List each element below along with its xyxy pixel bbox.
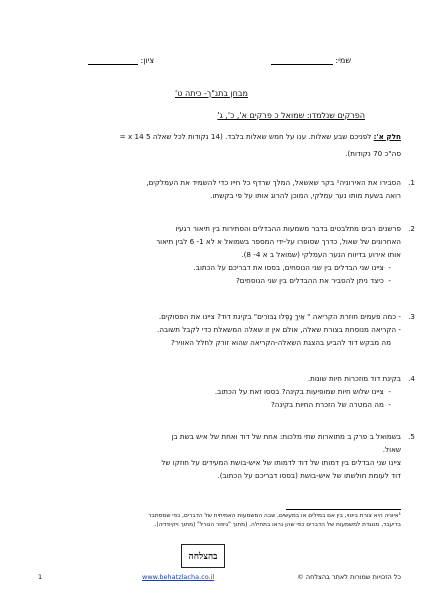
name-label: שמי: bbox=[335, 56, 351, 65]
sub-question-text: כיצד ניתן להסביר את ההבדלים בין שני הנוסחים? bbox=[235, 276, 384, 285]
section-instructions bbox=[120, 132, 401, 142]
question-4 bbox=[31, 372, 415, 411]
question-line: רואה בשעת מותו נער עמלקי, המוכן להרוג אותו על פי בקשתו. bbox=[210, 191, 401, 200]
sub-question-text: מה המטרה של הזכרת החיות בקינה? bbox=[270, 400, 384, 409]
question-5 bbox=[31, 430, 415, 482]
question-line: פרשנים רבים מתלבטים בדבר משמעות ההבדלים והסתירות בין תיאור רגעיו bbox=[175, 224, 401, 233]
behatzlacha-logo bbox=[181, 544, 225, 568]
question-line: אותו אירוע בדיווח הנער העמלקי (שמואל ב א 4- 8). bbox=[241, 250, 401, 259]
footnote-line-1: ¹איוניה היא צורת ביטוי, בין אם במילים או במעשים, שבה המשמעות האמיתית של הדברים, כפי שמסתבר bbox=[148, 513, 401, 519]
section-text-2: סה"כ 70 נקודות). bbox=[345, 149, 401, 158]
question-line: שאול. bbox=[382, 445, 401, 454]
question-number: 2. bbox=[408, 224, 415, 233]
sub-question-text: ציינו שני הבדלים בין שני הנוסחים, בססו את דבריכם על הכתוב. bbox=[193, 263, 384, 272]
question-line: האחרונים של שאול, כדרך שסופרו על-ידי המספר בשמואל א לא 1- 6 לבין תיאור bbox=[156, 237, 401, 246]
name-blank[interactable] bbox=[271, 57, 333, 65]
website-link[interactable]: www.behatzlacha.co.il bbox=[142, 573, 215, 581]
sub-question: - מה המטרה של הזכרת החיות בקינה? bbox=[270, 400, 391, 409]
question-2 bbox=[31, 222, 415, 287]
grade-blank[interactable] bbox=[88, 57, 138, 65]
section-text: לפניכם שבע שאלות. ענו על חמש שאלות בלבד. (14 נקודות לכל שאלה 5 x 14 = bbox=[119, 132, 374, 141]
exam-title: מבחן בתנ"ך- כיתה ט' bbox=[175, 89, 248, 98]
question-line: דוד לעומת חולשתו של איש-בושת (בססו דבריכם על הכתוב). bbox=[217, 471, 401, 480]
footnote-line-2: בדיעבד, מנוגדת למשמעות של הדברים כפי שהן נראו בתחילה. (מתוך "גיפור הגורל" (מתוך ויקיפדיה). bbox=[154, 522, 401, 528]
question-line: בקינת דוד מוזכרות חיות שונות. bbox=[307, 374, 401, 383]
question-3 bbox=[31, 310, 415, 349]
sub-question-text: ציינו שלוש חיות שמופיעות בקינה? בססו זאת על הכתוב. bbox=[214, 387, 384, 396]
sub-question: - כיצד ניתן להסביר את ההבדלים בין שני הנוסחים? bbox=[235, 276, 391, 285]
sub-question: - ציינו שלוש חיות שמופיעות בקינה? בססו זאת על הכתוב. bbox=[214, 387, 391, 396]
question-number: 5. bbox=[408, 432, 415, 441]
logo-text: בהצלחה bbox=[188, 551, 218, 562]
question-1 bbox=[31, 176, 415, 202]
sub-question: - ציינו שני הבדלים בין שני הנוסחים, בססו את דבריכם על הכתוב. bbox=[193, 263, 391, 272]
question-number: 3. bbox=[408, 312, 415, 321]
copyright: כל הזכויות שמורות לאתר בהצלחה © bbox=[297, 573, 401, 581]
question-line: הסבירו את האירוניה¹ בקר שאשאל, המלך שרדף כל חייו כדי להשמיד את העמלקים, bbox=[146, 178, 401, 187]
grade-label: ציון: bbox=[140, 56, 155, 65]
question-line: בשמואל ב פרק ב מתוארות שתי מלכות: אחת של דוד ואחת של איש בשת בן bbox=[171, 432, 401, 441]
footnote-divider bbox=[286, 509, 401, 510]
page-number: 1 bbox=[38, 573, 43, 581]
question-line: מה מבקש דוד להביע בהצגת השאלה-הקריאה שהוא זורק לחלל האוויר? bbox=[171, 338, 391, 347]
exam-chapters: הפרקים שנלמדו: שמואל כ פרקים א', כ', ג' bbox=[217, 111, 365, 120]
question-number: 1. bbox=[408, 178, 415, 187]
grade-field bbox=[88, 56, 154, 65]
question-line: - כמה פעמים חוזרת הקריאה " אֵיךְ נָפְלוּ גִבּוֹרִים" בקינת דוד? ציינו את הפסוקים. bbox=[158, 312, 401, 321]
section-label: חלק א': bbox=[373, 132, 401, 141]
question-line: ציינו שני הבדלים בין דמותו של דוד לדמותו של איש-בושת המעידים על חוזקו של bbox=[161, 458, 401, 467]
name-field bbox=[271, 56, 351, 65]
question-number: 4. bbox=[408, 374, 415, 383]
question-line: - הקריאה מנוסחת בצורת שאלה, אולם אין זו שאלה המשאלת כדי לקבל תשובה. bbox=[157, 325, 401, 334]
